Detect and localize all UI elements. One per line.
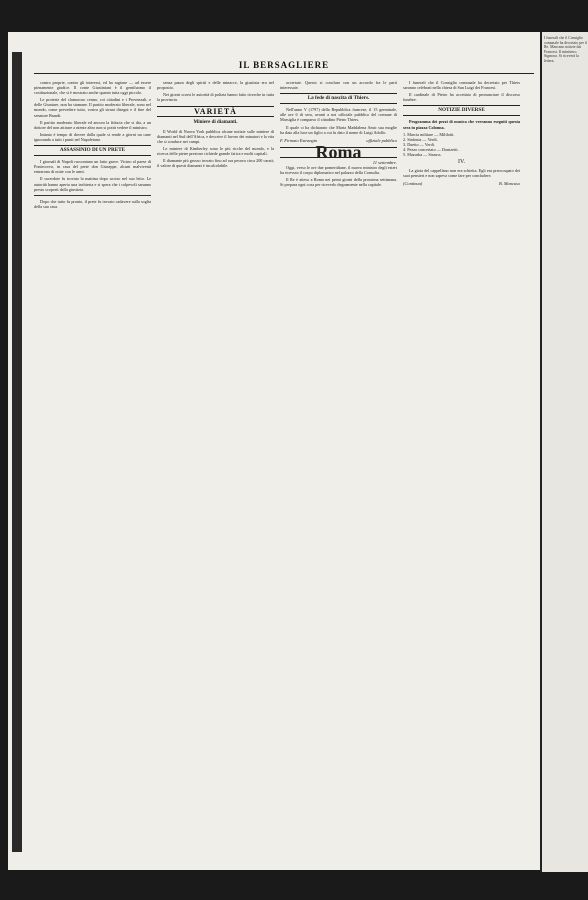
- footer-line: [403, 181, 520, 186]
- list-item: 4. Pezzo concertato — Donizetti.: [403, 146, 459, 152]
- article-title: ASSASSINIO DI UN PRETE: [34, 145, 151, 156]
- section-title: VARIETÀ: [157, 106, 274, 117]
- paragraph: Il quale ci ha dichiarato che Maria Maddalena Amic sua moglie ha dato alla luce un figlio a cui fu dato il nome di Luigi Adolfo.: [280, 124, 397, 135]
- paragraph: Il World di Nuova York pubblica alcune notizie sulle miniere di diamanti nel Sud dell'Africa, e descrive il lavoro dei minatori e la vita che si conduce nei campi.: [157, 128, 274, 144]
- signature-left: F. Firmato Estrangin: [280, 137, 318, 143]
- article-title: Miniere di diamanti.: [193, 120, 238, 126]
- paragraph: Nell'anno V (1797) della Repubblica francese, il 15 germinale, alle ore 6 di sera, avanti a noi ufficiale pubblico del comune di Marsiglia è comparso il cittadino Pietro Thiers.: [280, 107, 397, 123]
- paragraph: Oggi, verso le ore due pomeridiane, il nuovo ministro degli esteri ha ricevuto il corpo diplomatico nel palazzo della Consulta.: [280, 165, 397, 176]
- column-1: [34, 80, 151, 860]
- paragraph: Il cardinale di Pietro ha accettato di pronunciare il discorso funebre.: [403, 92, 520, 103]
- paragraph: Il Re è atteso a Roma nei primi giorni della prossima settimana. Si prepara ogni cosa per riceverlo degnamente nella capitale.: [280, 177, 397, 188]
- paragraph: senza paura degli spiriti e delle minacce, la giustizia era nel proposito.: [157, 80, 274, 91]
- section-title: Roma: [280, 147, 397, 158]
- paragraph: contro proprie, contro gli interessi, ed ha ragione — ad essere pienamente giudice. Il conte Giustiniani è il gentiluomo il costituzionale, che si è mostrato anche quanto tutta oggi piccolo.: [34, 80, 151, 96]
- paragraph: accertate. Questo si concluse con un accordo fra le parti interessate.: [280, 80, 397, 91]
- section-title: NOTIZIE DIVERSE: [403, 105, 520, 116]
- newspaper-content: [34, 60, 534, 860]
- paragraph: Il diamante più grosso trovato fino ad ora pesava circa 200 carati; il valore di questi diamanti è incalcolabile.: [157, 158, 274, 169]
- paragraph: I funerali che il Consiglio comunale ha decretato per Thiers saranno celebrati nella chiesa di San Luigi dei Francesi.: [403, 80, 520, 91]
- list-item: 2. Sinfonia — Verdi.: [403, 136, 438, 142]
- paragraph: Il sacerdote fu trovato la mattina dopo ucciso nel suo letto. Le autorità hanno aperto una inchiesta e si spera che i colpevoli saranno presto scoperti dalla giustizia.: [34, 176, 151, 192]
- article-title: La fede di nascita di Thiers.: [280, 93, 397, 104]
- paragraph: Intanto è tempo di dovere dalla quale si rende a giorni un cane ignorando a tutti i punti nel Napoletano.: [34, 131, 151, 142]
- paragraph: I giornali di Napoli raccontano un fatto grave. Vicino al paese di Pontecorvo, in casa del prete don Giuseppe, alcuni malviventi entrarono di notte con le armi.: [34, 159, 151, 175]
- column-3: [280, 80, 397, 860]
- paragraph: Nei giorni scorsi le autorità di polizia hanno fatto ricerche in tutta la provincia.: [157, 92, 274, 103]
- paragraph: Il partito moderato liberale ed ancora la fiducia che si dia, a un dottore del non attirare a niente altro non si potrà vedere il ministro.: [34, 119, 151, 130]
- list-item: 5. Mazurka — Strauss.: [403, 152, 442, 158]
- masthead: IL BERSAGLIERE: [34, 60, 534, 74]
- columns: [34, 80, 534, 860]
- footer-continue: (Continua): [403, 181, 423, 187]
- paragraph: Le miniere di Kimberley sono le più ricche del mondo, e la ricerca delle pietre preziose richiede grande fatica e molti capitali.: [157, 145, 274, 156]
- column-2: [157, 80, 274, 860]
- binding-shadow: [12, 52, 22, 852]
- signature-right: uffiziale pubblico: [366, 137, 397, 143]
- footer-author: B. Mancuso: [499, 181, 520, 187]
- list-item: 3. Duetto — Verdi.: [403, 141, 435, 147]
- paragraph: La gioia del cappellano non era schietta. Egli era preoccupato dei suoi pensieri e non sapeva come fare per concludere.: [403, 168, 520, 179]
- chapter-number: IV.: [457, 159, 466, 166]
- divider: [34, 195, 151, 196]
- list-heading: Programma dei pezzi di musica che verranno eseguiti questa sera in piazza Colonna.: [403, 119, 520, 130]
- dateline: 11 settembre.: [372, 159, 397, 165]
- column-4: [403, 80, 520, 860]
- paragraph: Le proteste del clamoroso cenno, coi cittadini e i Provenzali, e delle Giunture, non ha stamane. Il partito moderato liberale, sono nel mondo, come prevedere tutto, vostra gli strani disegni e il fine del senatore Brandi.: [34, 97, 151, 118]
- adjacent-page-fragment: [540, 32, 588, 872]
- adjacent-page-text: I funerali che il Consiglio comunale ha decretato per il Re. Mancano notizie dai Francesi. Il ministero. Sigmora. Si riceverà la lettera.: [544, 36, 588, 63]
- list-item: 1. Marcia militare — Mililotti.: [403, 131, 455, 137]
- paragraph: Dopo che tutto fu pronto, il prete fu trovato cadavere sulla soglia della sua casa.: [34, 198, 151, 209]
